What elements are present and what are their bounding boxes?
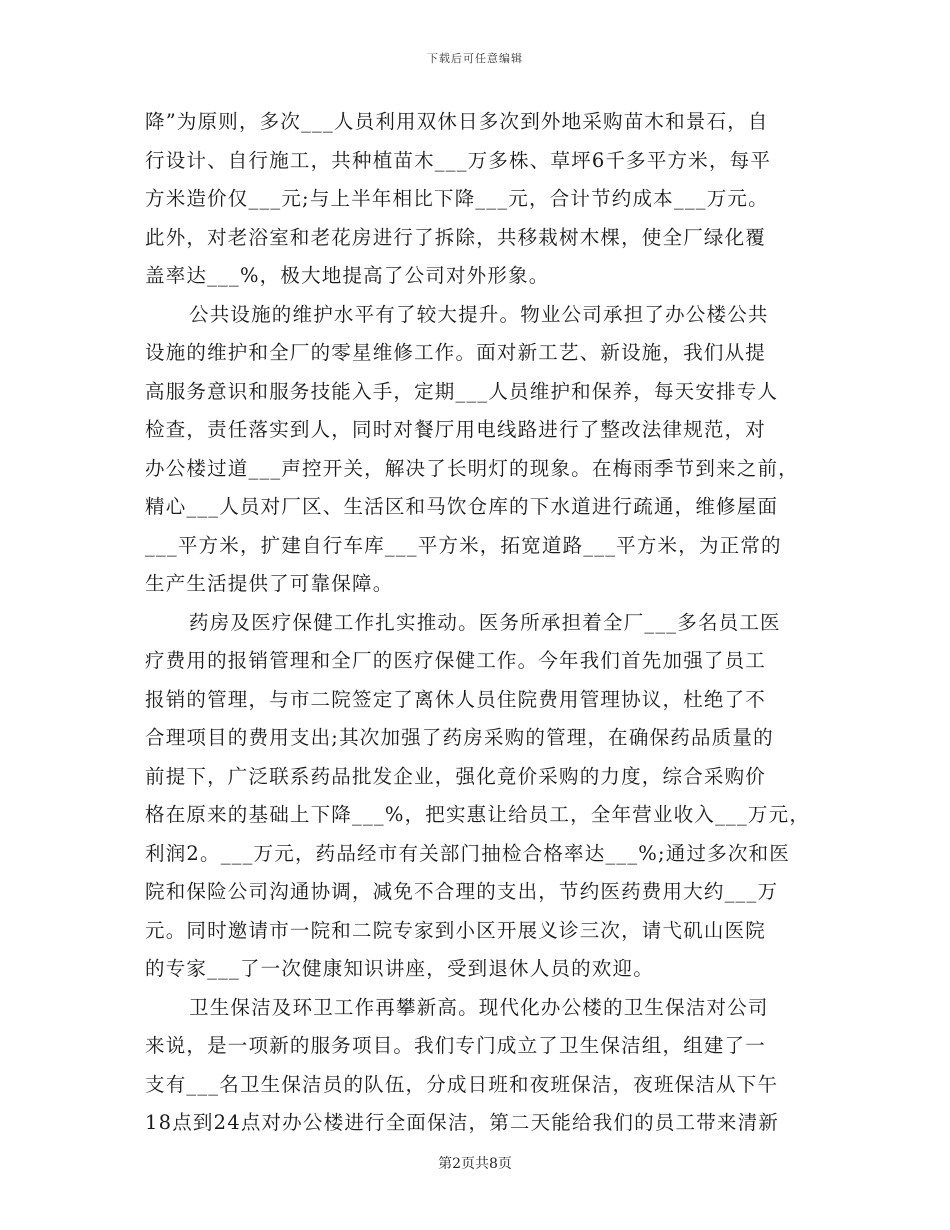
text-line: 元。同时邀请市一院和二院专家到小区开展义诊三次，请弋矶山医院 [145, 918, 767, 942]
text-line: 方米造价仅___元;与上半年相比下降___元，合计节约成本___万元。 [145, 187, 769, 210]
page-header: 下载后可任意编辑 [427, 52, 523, 65]
text-line: 的专家___了一次健康知识讲座，受到退休人员的欢迎。 [145, 957, 654, 980]
paragraph-start-line: 药房及医疗保健工作扎实推动。医务所承担着全厂___多名员工医 [189, 610, 781, 634]
text-line: 支有___名卫生保洁员的队伍，分成日班和夜班保洁，夜班保洁从下午 [145, 1072, 779, 1096]
text-line: 降”为原则，多次___人员利用双休日多次到外地采购苗木和景石，自 [145, 110, 769, 133]
text-line: 生产生活提供了可靠保障。 [145, 572, 394, 595]
text-line: 前提下，广泛联系药品批发企业，强化竟价采购的力度，综合采购价 [145, 764, 767, 788]
paragraph-start-line: 公共设施的维护水平有了较大提升。物业公司承担了办公楼公共 [189, 302, 769, 326]
text-line: 办公楼过道___声控开关，解决了长明灯的现象。在梅雨季节到来之前， [145, 456, 799, 480]
text-line: 疗费用的报销管理和全厂的医疗保健工作。今年我们首先加强了员工 [145, 649, 767, 672]
text-line: 盖率达___%，极大地提高了公司对外形象。 [145, 264, 550, 287]
page-number-footer: 第2页共8页 [438, 1156, 512, 1172]
paragraph-start-line: 卫生保洁及环卫工作再攀新高。现代化办公楼的卫生保洁对公司 [189, 995, 769, 1019]
document-body [145, 103, 811, 1143]
text-line: 格在原来的基础上下降___%，把实惠让给员工，全年营业收入___万元， [145, 803, 811, 826]
text-line: ___平方米，扩建自行车库___平方米，拓宽道路___平方米，为正常的 [145, 533, 782, 557]
text-line: 精心___人员对厂区、生活区和马饮仓库的下水道进行疏通，维修屋面 [145, 495, 779, 518]
text-line: 来说，是一项新的服务项目。我们专门成立了卫生保洁组，组建了一 [145, 1034, 767, 1057]
text-line: 合理项目的费用支出;其次加强了药房采购的管理，在确保药品质量的 [145, 726, 774, 749]
text-line: 报销的管理，与市二院签定了离休人员住院费用管理协议，杜绝了不 [145, 687, 767, 711]
text-line: 检查，责任落实到人，同时对餐厅用电线路进行了整改法律规范，对 [145, 418, 767, 441]
text-line: 行设计、自行施工，共种植苗木___万多株、草坪6千多平方米，每平 [145, 148, 772, 172]
text-line: 18点到24点对办公楼进行全面保洁，第二天能给我们的员工带来清新 [145, 1111, 780, 1134]
text-line: 利润2。___万元，药品经市有关部门抽检合格率达___%;通过多次和医 [145, 841, 791, 865]
text-line: 院和保险公司沟通协调，减免不合理的支出，节约医药费用大约___万 [145, 880, 779, 903]
text-line: 高服务意识和服务技能入手，定期___人员维护和保养，每天安排专人 [145, 379, 779, 403]
text-line: 设施的维护和全厂的零星维修工作。面对新工艺、新设施，我们从提 [145, 341, 767, 364]
text-line: 此外，对老浴室和老花房进行了拆除，共移栽树木棵，使全厂绿化覆 [145, 225, 767, 249]
